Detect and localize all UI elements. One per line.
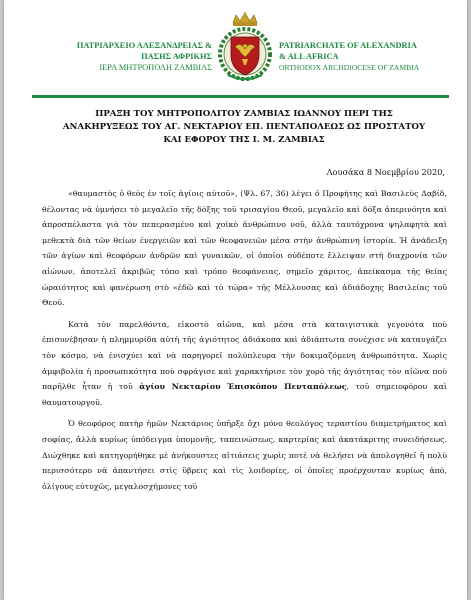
header-english	[279, 40, 459, 73]
document-date: Λουσάκα 8 Νοεμβρίου 2020,	[326, 167, 445, 177]
document-body	[42, 186, 447, 500]
header-english-line-2: & ALL AFRICA	[279, 52, 339, 61]
header-greek-line-2: ΠΑΣΗΣ ΑΦΡΙΚΗΣ	[141, 52, 212, 61]
header-english-line-3: ORTHODOX ARCHDIOCESE OF ZAMBIA	[279, 63, 420, 72]
document-title	[44, 108, 444, 147]
paragraph-2-text: Κατὰ τὸν παρελθόντα, εἰκοστὸ αἰῶνα, καὶ μέσα στὰ καταιγιστικὰ γεγονότα ποὺ ἐπισυνέβησαν ἡ πλημμυρίδα αὐτὴ τῆς ἁγιότητος ἀδιάκοπα καὶ ἀδιάπτωτα συνέχισε νὰ καταυγάζει τὸν κόσμο, νὰ ἐνισχύει καὶ νὰ παρηγορεῖ πολύπλευρα τὴν δοκιμαζόμενη ἀνθρωπότητα. Χωρὶς ἀμφιβολία ἡ προσωπικότητα ποὺ σφράγισε καὶ χαρακτήρισε τὸν χορὸ τῆς ἁγιότητας τὸν αἰῶνα ποὺ παρῆλθε ἦταν ἡ τοῦ	[42, 319, 447, 392]
paragraph-3: Ὁ θεοφόρος πατὴρ ἡμῶν Νεκτάριος ὑπῆρξε ὄχι μόνο θεολόγος τεραστίου διαμετρήματος καὶ σοφίας, ἀλλὰ κυρίως ὑπόδειγμα ὑπομονῆς, ταπεινώσεως, καρτερίας καὶ ἀκατάκριτης συνειδήσεως. Διώχθηκε καὶ κατηγορήθηκε μὲ ἀνήκουστες αἰτιάσεις χωρὶς ποτὲ νὰ θελήσει νὰ ἀπολογηθεῖ ἢ πολὺ περισσότερο νὰ ἀπαντήσει στὶς ὕβρεις καὶ τὶς λοιδορίες, οἱ ὁποῖες προέρχονταν κυρίως ἀπὸ, ὀλίγους εὐτυχῶς, μεγαλοσχήμονες τοῦ	[42, 419, 447, 491]
patriarchate-crest-icon	[216, 11, 274, 83]
document-page	[4, 0, 467, 600]
header-english-line-1: PATRIARCHATE OF ALEXANDRIA	[279, 41, 417, 50]
header-greek	[34, 40, 212, 73]
title-line-1: ΠΡΑΞΗ ΤΟΥ ΜΗΤΡΟΠΟΛΙΤΟΥ ΖΑΜΒΙΑΣ ΙΩΑΝΝΟΥ ΠΕΡΙ ΤΗΣ	[95, 109, 393, 119]
paragraph-2	[42, 317, 447, 411]
header-divider	[32, 95, 449, 98]
title-line-2: ΑΝΑΚΗΡΥΞΕΩΣ ΤΟΥ ΑΓ. ΝΕΚΤΑΡΙΟΥ ΕΠ. ΠΕΝΤΑΠΟΛΕΩΣ ΩΣ ΠΡΟΣΤΑΤΟΥ	[62, 122, 426, 132]
paragraph-1: «θαυμαστὸς ὁ θεὸς ἐν τοῖς ἁγίοις αὐτοῦ», (Ψλ. 67, 36) λέγει ὁ Προφήτης καὶ Βασιλεὺς Δαβίδ, θέλοντας νὰ ὑμνήσει τὸ μεγαλεῖο τῆς δόξης τοῦ τρισαγίου Θεοῦ, μεγαλεῖο καὶ δόξα ἀπερινόητα καὶ ἀπροσπέλαστα γιὰ τὸν πεπερασμένο καὶ χοϊκὸ ἀνθρώπινο νοῦ, ἀλλὰ ταυτόχρονα ψηλαφητὰ καὶ μεθεκτὰ διὰ τῶν θείων ἐνεργειῶν καὶ τῶν θεοφανειῶν μέσα στὴν ἀνθρώπινη ἱστορία. Ἡ ἀνάδειξη τῶν ἁγίων καὶ θεοφόρων ἀνδρῶν καὶ γυναικῶν, οἱ ὁποῖοι οὐδέποτε ἔλλειψαν στὴ διαχρονία τῶν αἰώνων, ἀποτελεῖ ἀκριβῶς τόπο καὶ τρόπο θεοφάνειας, σημεῖο χάριτος, ἀπείκασμα τῆς θείας ὡραιότητος καὶ φανέρωση στὸ «ἐδῶ καὶ τὸ τώρα» τῆς Μέλλουσας καὶ ἀδιάδοχης Βασιλείας τοῦ Θεοῦ.	[42, 189, 447, 308]
paragraph-2-tail: , τοῦ σημειοφόρου καὶ θαυματουργοῦ.	[42, 382, 447, 407]
header-greek-line-3: ΙΕΡΑ ΜΗΤΡΟΠΟΛΗ ΖΑΜΒΙΑΣ	[99, 63, 212, 72]
header-greek-line-1: ΠΑΤΡΙΑΡΧΕΙΟ ΑΛΕΞΑΝΔΡΕΙΑΣ &	[76, 41, 212, 50]
saint-name: ἁγίου Νεκταρίου Ἐπισκόπου Πενταπόλεως	[139, 382, 347, 392]
title-line-3: ΚΑΙ ΕΦΟΡΟΥ ΤΗΣ Ι. Μ. ΖΑΜΒΙΑΣ	[163, 135, 325, 145]
